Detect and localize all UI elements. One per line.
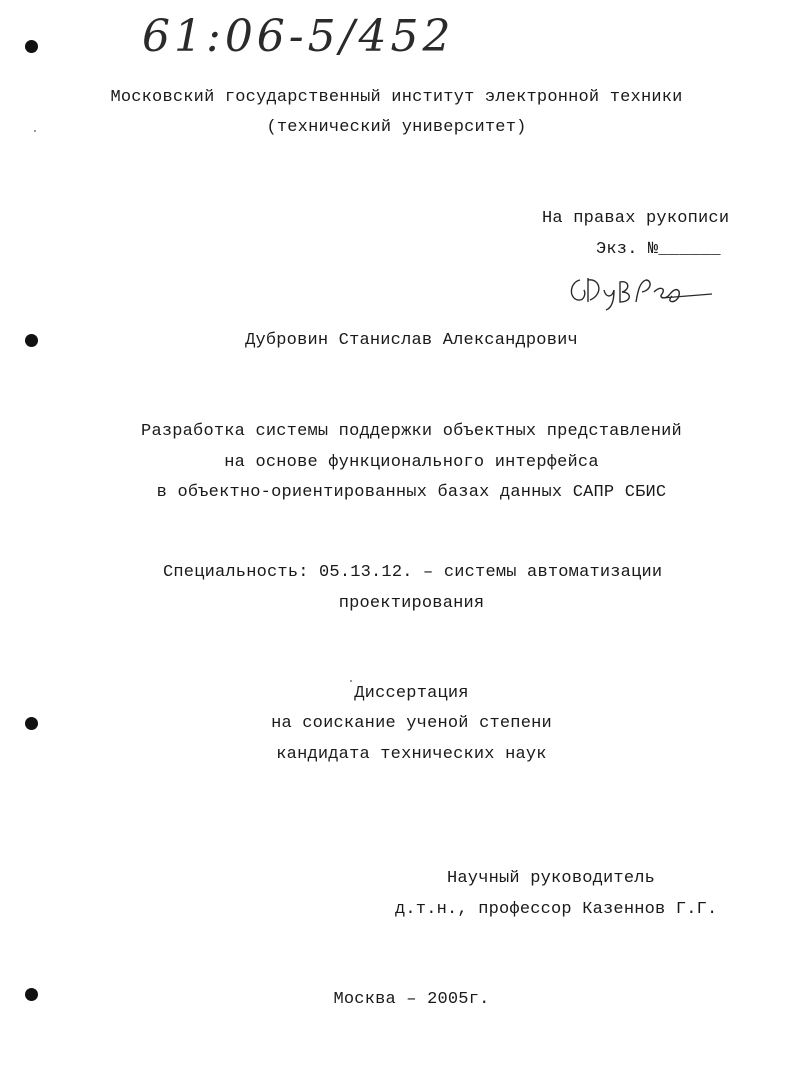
title-line-2: на основе функционального интерфейса — [224, 453, 599, 472]
title-line-3: в объектно-ориентированных базах данных САПР СБИС — [156, 483, 667, 502]
specialty-line-1: Специальность: 05.13.12. – системы автоматизации — [163, 563, 663, 582]
copy-number: Экз. №______ — [596, 240, 721, 259]
archive-number: 61:06-5/452 — [142, 11, 455, 62]
institute-name: Московский государственный институт электронной техники — [110, 88, 683, 107]
degree-line-1: Диссертация — [354, 684, 469, 703]
manuscript-rights-label: На правах рукописи — [542, 209, 730, 228]
scan-speck — [350, 680, 352, 682]
institute-subtitle: (технический университет) — [266, 118, 527, 137]
supervisor-label: Научный руководитель — [447, 869, 656, 888]
specialty-line-2: проектирования — [338, 594, 485, 613]
punch-hole-1 — [25, 40, 38, 53]
degree-line-2: на соискание ученой степени — [271, 714, 552, 733]
author-name: Дубровин Станислав Александрович — [245, 331, 578, 350]
author-signature — [566, 272, 716, 312]
title-line-1: Разработка системы поддержки объектных представлений — [141, 422, 682, 441]
city-year: Москва – 2005г. — [333, 990, 490, 1009]
degree-line-3: кандидата технических наук — [276, 745, 547, 764]
supervisor-name: д.т.н., профессор Казеннов Г.Г. — [395, 900, 718, 919]
